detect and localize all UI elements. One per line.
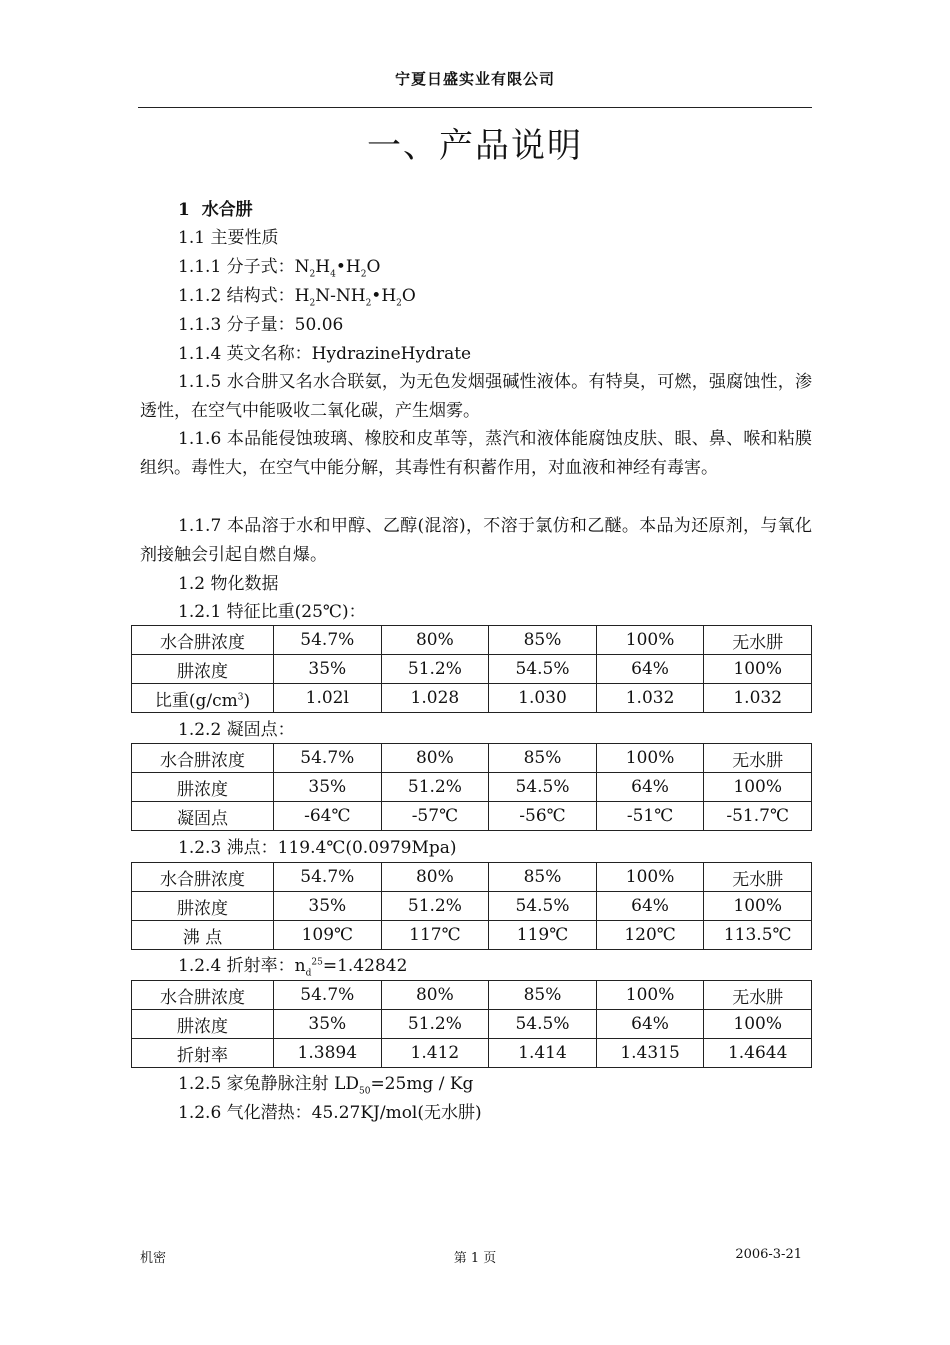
page-title: 一、产品说明 bbox=[367, 126, 583, 166]
paragraph-1-1-7: 1.1.7 本品溶于水和甲醇、乙醇(混溶)，不溶于氯仿和乙醚。本品为还原剂，与氧化剂接触会引起自燃自爆。 bbox=[140, 516, 812, 565]
table-cell: 水合肼浓度 bbox=[132, 744, 274, 773]
footer-date: 2006-3-21 bbox=[735, 1247, 802, 1262]
table-cell: 54.7% bbox=[274, 981, 382, 1010]
table-cell: 1.032 bbox=[704, 684, 812, 713]
table-cell: 沸 点 bbox=[132, 921, 274, 950]
table-cell: 54.5% bbox=[489, 655, 597, 684]
table-cell: 100% bbox=[596, 981, 704, 1010]
table-cell: 85% bbox=[489, 863, 597, 892]
table-cell: 折射率 bbox=[132, 1039, 274, 1068]
formula-sub: 2 bbox=[360, 269, 367, 280]
table-row bbox=[132, 802, 812, 831]
refractive-index-table bbox=[131, 980, 812, 1068]
subsection-1-1: 1.1 主要性质 bbox=[178, 228, 279, 248]
table-cell: 肼浓度 bbox=[132, 655, 274, 684]
structural-formula-line bbox=[178, 285, 416, 307]
refractive-index-label: 1.2.4 折射率： bbox=[178, 956, 295, 976]
refractive-subscript: d bbox=[305, 968, 312, 979]
paragraph-1-1-6: 1.1.6 本品能侵蚀玻璃、橡胶和皮革等，蒸汽和液体能腐蚀皮肤、眼、鼻、喉和粘膜组织。毒性大，在空气中能分解，其毒性有积蓄作用，对血液和神经有毒害。 bbox=[140, 429, 812, 478]
boiling-point-table bbox=[131, 862, 812, 950]
table-cell: 54.5% bbox=[489, 773, 597, 802]
formula-sub: 2 bbox=[309, 298, 316, 309]
freezing-point-caption: 1.2.2 凝固点： bbox=[178, 720, 295, 740]
section-heading bbox=[178, 199, 253, 221]
table-cell: 水合肼浓度 bbox=[132, 626, 274, 655]
table-row bbox=[132, 744, 812, 773]
table-cell: 64% bbox=[596, 773, 704, 802]
footer-confidential: 机密 bbox=[140, 1251, 167, 1266]
subsection-1-2: 1.2 物化数据 bbox=[178, 574, 279, 594]
ld50-value: =25mg / Kg bbox=[370, 1074, 474, 1094]
table-cell: 51.2% bbox=[381, 892, 489, 921]
header-divider bbox=[138, 107, 812, 108]
table-cell: 113.5℃ bbox=[704, 921, 812, 950]
molecular-weight-line: 1.1.3 分子量：50.06 bbox=[178, 315, 344, 335]
table-cell: 1.414 bbox=[489, 1039, 597, 1068]
unit-superscript: 3 bbox=[237, 691, 244, 702]
table-cell: 117℃ bbox=[381, 921, 489, 950]
table-cell: 肼浓度 bbox=[132, 892, 274, 921]
table-row bbox=[132, 1039, 812, 1068]
table-row bbox=[132, 921, 812, 950]
table-cell: 1.412 bbox=[381, 1039, 489, 1068]
vaporization-heat-line: 1.2.6 气化潜热：45.27KJ/mol(无水肼) bbox=[178, 1103, 482, 1123]
table-cell: 100% bbox=[596, 863, 704, 892]
table-cell: 85% bbox=[489, 626, 597, 655]
table-cell: 1.4315 bbox=[596, 1039, 704, 1068]
table-cell: 80% bbox=[381, 863, 489, 892]
header-company: 宁夏日盛实业有限公司 bbox=[394, 70, 555, 88]
table-cell: 120℃ bbox=[596, 921, 704, 950]
table-cell: 1.030 bbox=[489, 684, 597, 713]
table-cell: 肼浓度 bbox=[132, 1010, 274, 1039]
formula-part: N bbox=[294, 257, 310, 277]
table-cell: 1.4644 bbox=[704, 1039, 812, 1068]
table-cell: 1.028 bbox=[381, 684, 489, 713]
table-cell: 无水肼 bbox=[704, 626, 812, 655]
refractive-index-caption bbox=[178, 955, 407, 977]
formula-part: O bbox=[366, 257, 381, 277]
paragraph-1-1-5: 1.1.5 水合肼又名水合联氨，为无色发烟强碱性液体。有特臭，可燃，强腐蚀性，渗透性，在空气中能吸收二氧化碳，产生烟雾。 bbox=[140, 372, 812, 421]
formula-part: H bbox=[294, 286, 310, 306]
freezing-point-table bbox=[131, 743, 812, 831]
section-number: 1 bbox=[178, 200, 190, 220]
table-cell: 100% bbox=[704, 655, 812, 684]
unit-label: 比重(g/cm bbox=[154, 690, 238, 711]
table-cell: 51.2% bbox=[381, 1010, 489, 1039]
table-cell: 100% bbox=[704, 892, 812, 921]
english-name-line: 1.1.4 英文名称：HydrazineHydrate bbox=[178, 344, 472, 364]
ld50-line bbox=[178, 1073, 473, 1095]
refractive-symbol: n bbox=[294, 956, 306, 976]
table-cell: 54.7% bbox=[274, 626, 382, 655]
table-cell: 109℃ bbox=[274, 921, 382, 950]
table-cell: 100% bbox=[596, 744, 704, 773]
table-row bbox=[132, 773, 812, 802]
table-cell: 水合肼浓度 bbox=[132, 981, 274, 1010]
table-cell: 100% bbox=[704, 1010, 812, 1039]
table-cell: 54.7% bbox=[274, 863, 382, 892]
molecular-formula bbox=[294, 257, 381, 280]
table-cell: 1.02l bbox=[274, 684, 382, 713]
refractive-superscript: 25 bbox=[311, 957, 323, 968]
table-cell: 凝固点 bbox=[132, 802, 274, 831]
refractive-index-value: =1.42842 bbox=[322, 956, 408, 976]
table-cell: 无水肼 bbox=[704, 863, 812, 892]
table-row bbox=[132, 655, 812, 684]
table-cell: 80% bbox=[381, 981, 489, 1010]
table-cell: 64% bbox=[596, 892, 704, 921]
table-row bbox=[132, 863, 812, 892]
ld50-subscript: 50 bbox=[358, 1086, 371, 1097]
table-row bbox=[132, 892, 812, 921]
table-cell: 35% bbox=[274, 1010, 382, 1039]
table-cell: 80% bbox=[381, 744, 489, 773]
boiling-point-caption: 1.2.3 沸点：119.4℃(0.0979Mpa) bbox=[178, 838, 457, 858]
table-cell: 水合肼浓度 bbox=[132, 863, 274, 892]
formula-sub: 4 bbox=[330, 269, 336, 280]
table-cell: 54.5% bbox=[489, 1010, 597, 1039]
table-cell: -57℃ bbox=[381, 802, 489, 831]
table-cell: 1.032 bbox=[596, 684, 704, 713]
table-row bbox=[132, 626, 812, 655]
formula-part: N-NH bbox=[315, 286, 366, 306]
table-cell: 35% bbox=[274, 655, 382, 684]
section-title: 水合肼 bbox=[201, 200, 253, 220]
table-cell: 无水肼 bbox=[704, 744, 812, 773]
table-cell: 64% bbox=[596, 655, 704, 684]
structural-formula bbox=[294, 286, 416, 309]
footer-page-number: 第 1 页 bbox=[453, 1251, 497, 1266]
table-cell: 80% bbox=[381, 626, 489, 655]
ld50-label: 1.2.5 家兔静脉注射 LD bbox=[178, 1074, 359, 1094]
table-cell: 85% bbox=[489, 744, 597, 773]
table-cell: 51.2% bbox=[381, 655, 489, 684]
specific-gravity-caption: 1.2.1 特征比重(25℃)： bbox=[178, 602, 366, 622]
table-cell: 64% bbox=[596, 1010, 704, 1039]
unit-close: ) bbox=[243, 690, 251, 711]
table-cell: 54.5% bbox=[489, 892, 597, 921]
table-cell: -51.7℃ bbox=[704, 802, 812, 831]
molecular-formula-line bbox=[178, 256, 380, 278]
table-cell: -64℃ bbox=[274, 802, 382, 831]
table-row bbox=[132, 981, 812, 1010]
formula-part: •H bbox=[371, 286, 397, 306]
formula-part: H bbox=[315, 257, 331, 277]
formula-sub: 2 bbox=[396, 298, 402, 309]
table-cell: 1.3894 bbox=[274, 1039, 382, 1068]
formula-part: O bbox=[401, 286, 416, 306]
table-cell: 无水肼 bbox=[704, 981, 812, 1010]
table-cell: 35% bbox=[274, 773, 382, 802]
table-cell: 100% bbox=[596, 626, 704, 655]
formula-sub: 2 bbox=[309, 269, 316, 280]
molecular-formula-label: 1.1.1 分子式： bbox=[178, 257, 295, 277]
formula-sub: 2 bbox=[365, 298, 372, 309]
table-cell: -51℃ bbox=[596, 802, 704, 831]
specific-gravity-table bbox=[131, 625, 812, 713]
table-cell: 85% bbox=[489, 981, 597, 1010]
formula-part: •H bbox=[335, 257, 361, 277]
table-row bbox=[132, 1010, 812, 1039]
table-cell: -56℃ bbox=[489, 802, 597, 831]
table-cell: 100% bbox=[704, 773, 812, 802]
structural-formula-label: 1.1.2 结构式： bbox=[178, 286, 295, 306]
table-cell: 肼浓度 bbox=[132, 773, 274, 802]
table-row bbox=[132, 684, 812, 713]
table-cell bbox=[132, 684, 274, 713]
table-cell: 35% bbox=[274, 892, 382, 921]
table-cell: 119℃ bbox=[489, 921, 597, 950]
table-cell: 54.7% bbox=[274, 744, 382, 773]
table-cell: 51.2% bbox=[381, 773, 489, 802]
